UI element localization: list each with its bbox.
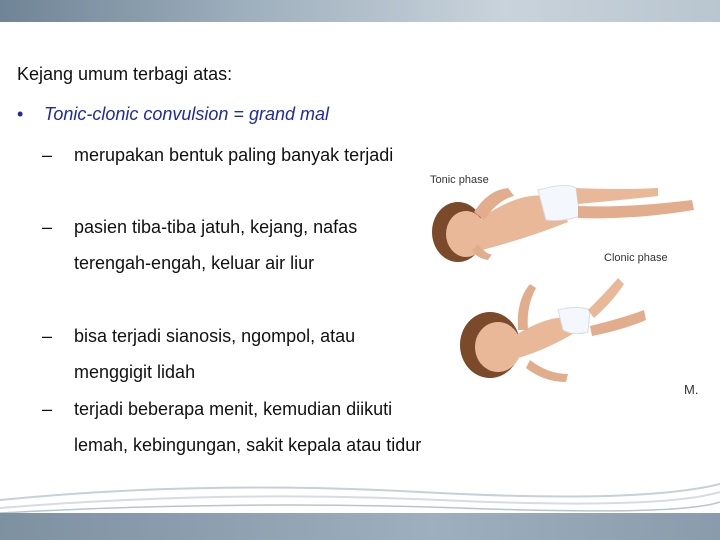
bullet-marker: •: [17, 104, 24, 124]
tonic-child: [432, 185, 694, 262]
children-drawing: [418, 160, 714, 400]
sub-item-text: pasien tiba-tiba jatuh, kejang, nafas terengah-engah, keluar air liur: [74, 217, 358, 273]
sub-item-4: [42, 391, 422, 463]
sub-item-text: merupakan bentuk paling banyak terjadi: [74, 145, 394, 165]
seizure-illustration: [418, 160, 714, 400]
sub-item-dash: –: [42, 326, 53, 346]
sub-item-dash: –: [42, 217, 53, 237]
sub-item-3: [42, 318, 422, 390]
top-banner: [0, 0, 720, 22]
sub-item-text: terjadi beberapa menit, kemudian diikuti lemah, kebingungan, sakit kepala atau tidur: [74, 399, 422, 455]
sub-item-text: bisa terjadi sianosis, ngompol, atau menggigit lidah: [74, 326, 356, 382]
sub-item-dash: –: [42, 399, 53, 419]
caption-clonic: Clonic phase: [604, 252, 668, 264]
bottom-swoosh-decoration: [0, 470, 720, 515]
sub-item-dash: –: [42, 145, 53, 165]
sub-item-1: [42, 137, 422, 173]
clonic-child: [460, 278, 646, 382]
bullet-item: [17, 102, 329, 126]
corner-mark: M.: [684, 382, 699, 397]
caption-tonic: Tonic phase: [430, 174, 489, 186]
slide-content: [17, 62, 422, 455]
slide-heading: Kejang umum terbagi atas:: [17, 64, 233, 84]
sub-item-2: [42, 209, 422, 281]
bullet-text: Tonic-clonic convulsion = grand mal: [44, 104, 329, 124]
bottom-banner: [0, 513, 720, 540]
